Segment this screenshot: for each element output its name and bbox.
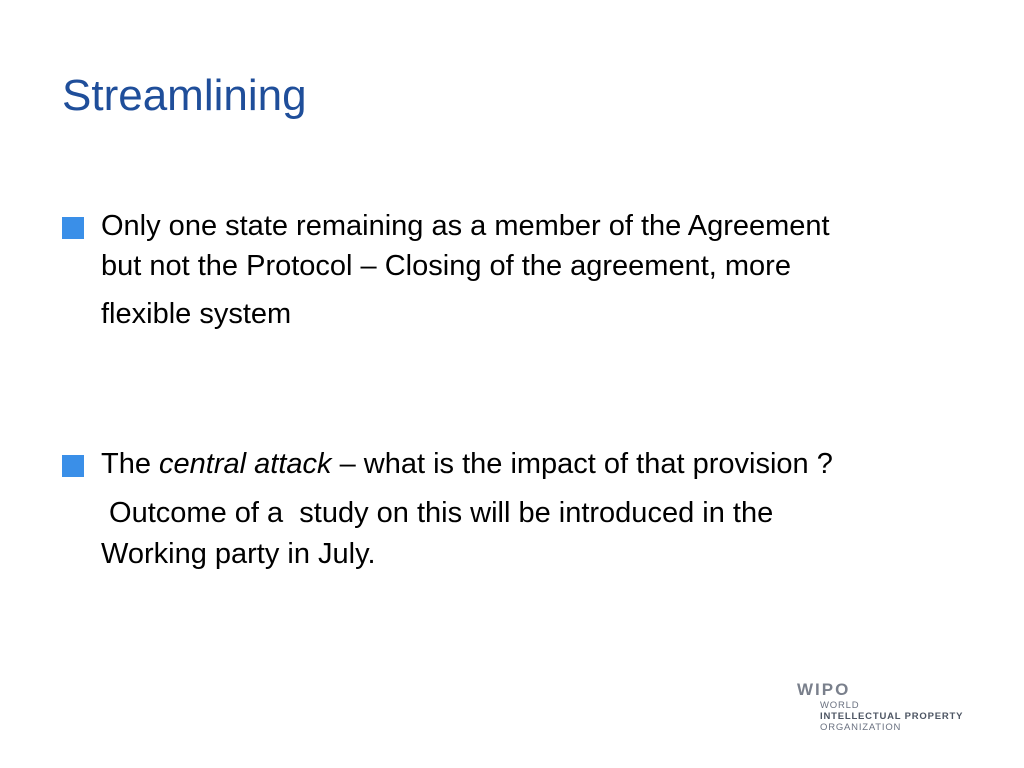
bullet-suffix: – what is the impact of that provision ? [331, 448, 833, 480]
emphasized-term: central attack [159, 448, 332, 480]
bullet-item-2 [62, 444, 972, 570]
slide-title: Streamlining [62, 71, 307, 120]
logo-mark: WIPO [797, 680, 851, 699]
wipo-logo [797, 680, 997, 740]
bullet-line: Only one state remaining as a member of the Agreement [101, 210, 830, 242]
logo-line-ip: INTELLECTUAL PROPERTY [820, 711, 964, 722]
bullet-line: Working party in July. [101, 538, 376, 570]
bullet-text-1 [101, 206, 972, 342]
square-bullet-icon [62, 217, 84, 239]
square-bullet-icon [62, 455, 84, 477]
logo-line-org: ORGANIZATION [820, 722, 902, 733]
logo-line-world: WORLD [820, 700, 860, 711]
bullet-text-2 [101, 444, 972, 570]
bullet-line [101, 444, 972, 484]
bullet-line: but not the Protocol – Closing of the agreement, more [101, 250, 791, 282]
bullet-prefix: The [101, 448, 160, 480]
bullet-item-1 [62, 206, 972, 342]
bullet-line: flexible system [101, 298, 292, 330]
bullet-line: Outcome of a study on this will be introduced in the [101, 497, 774, 529]
